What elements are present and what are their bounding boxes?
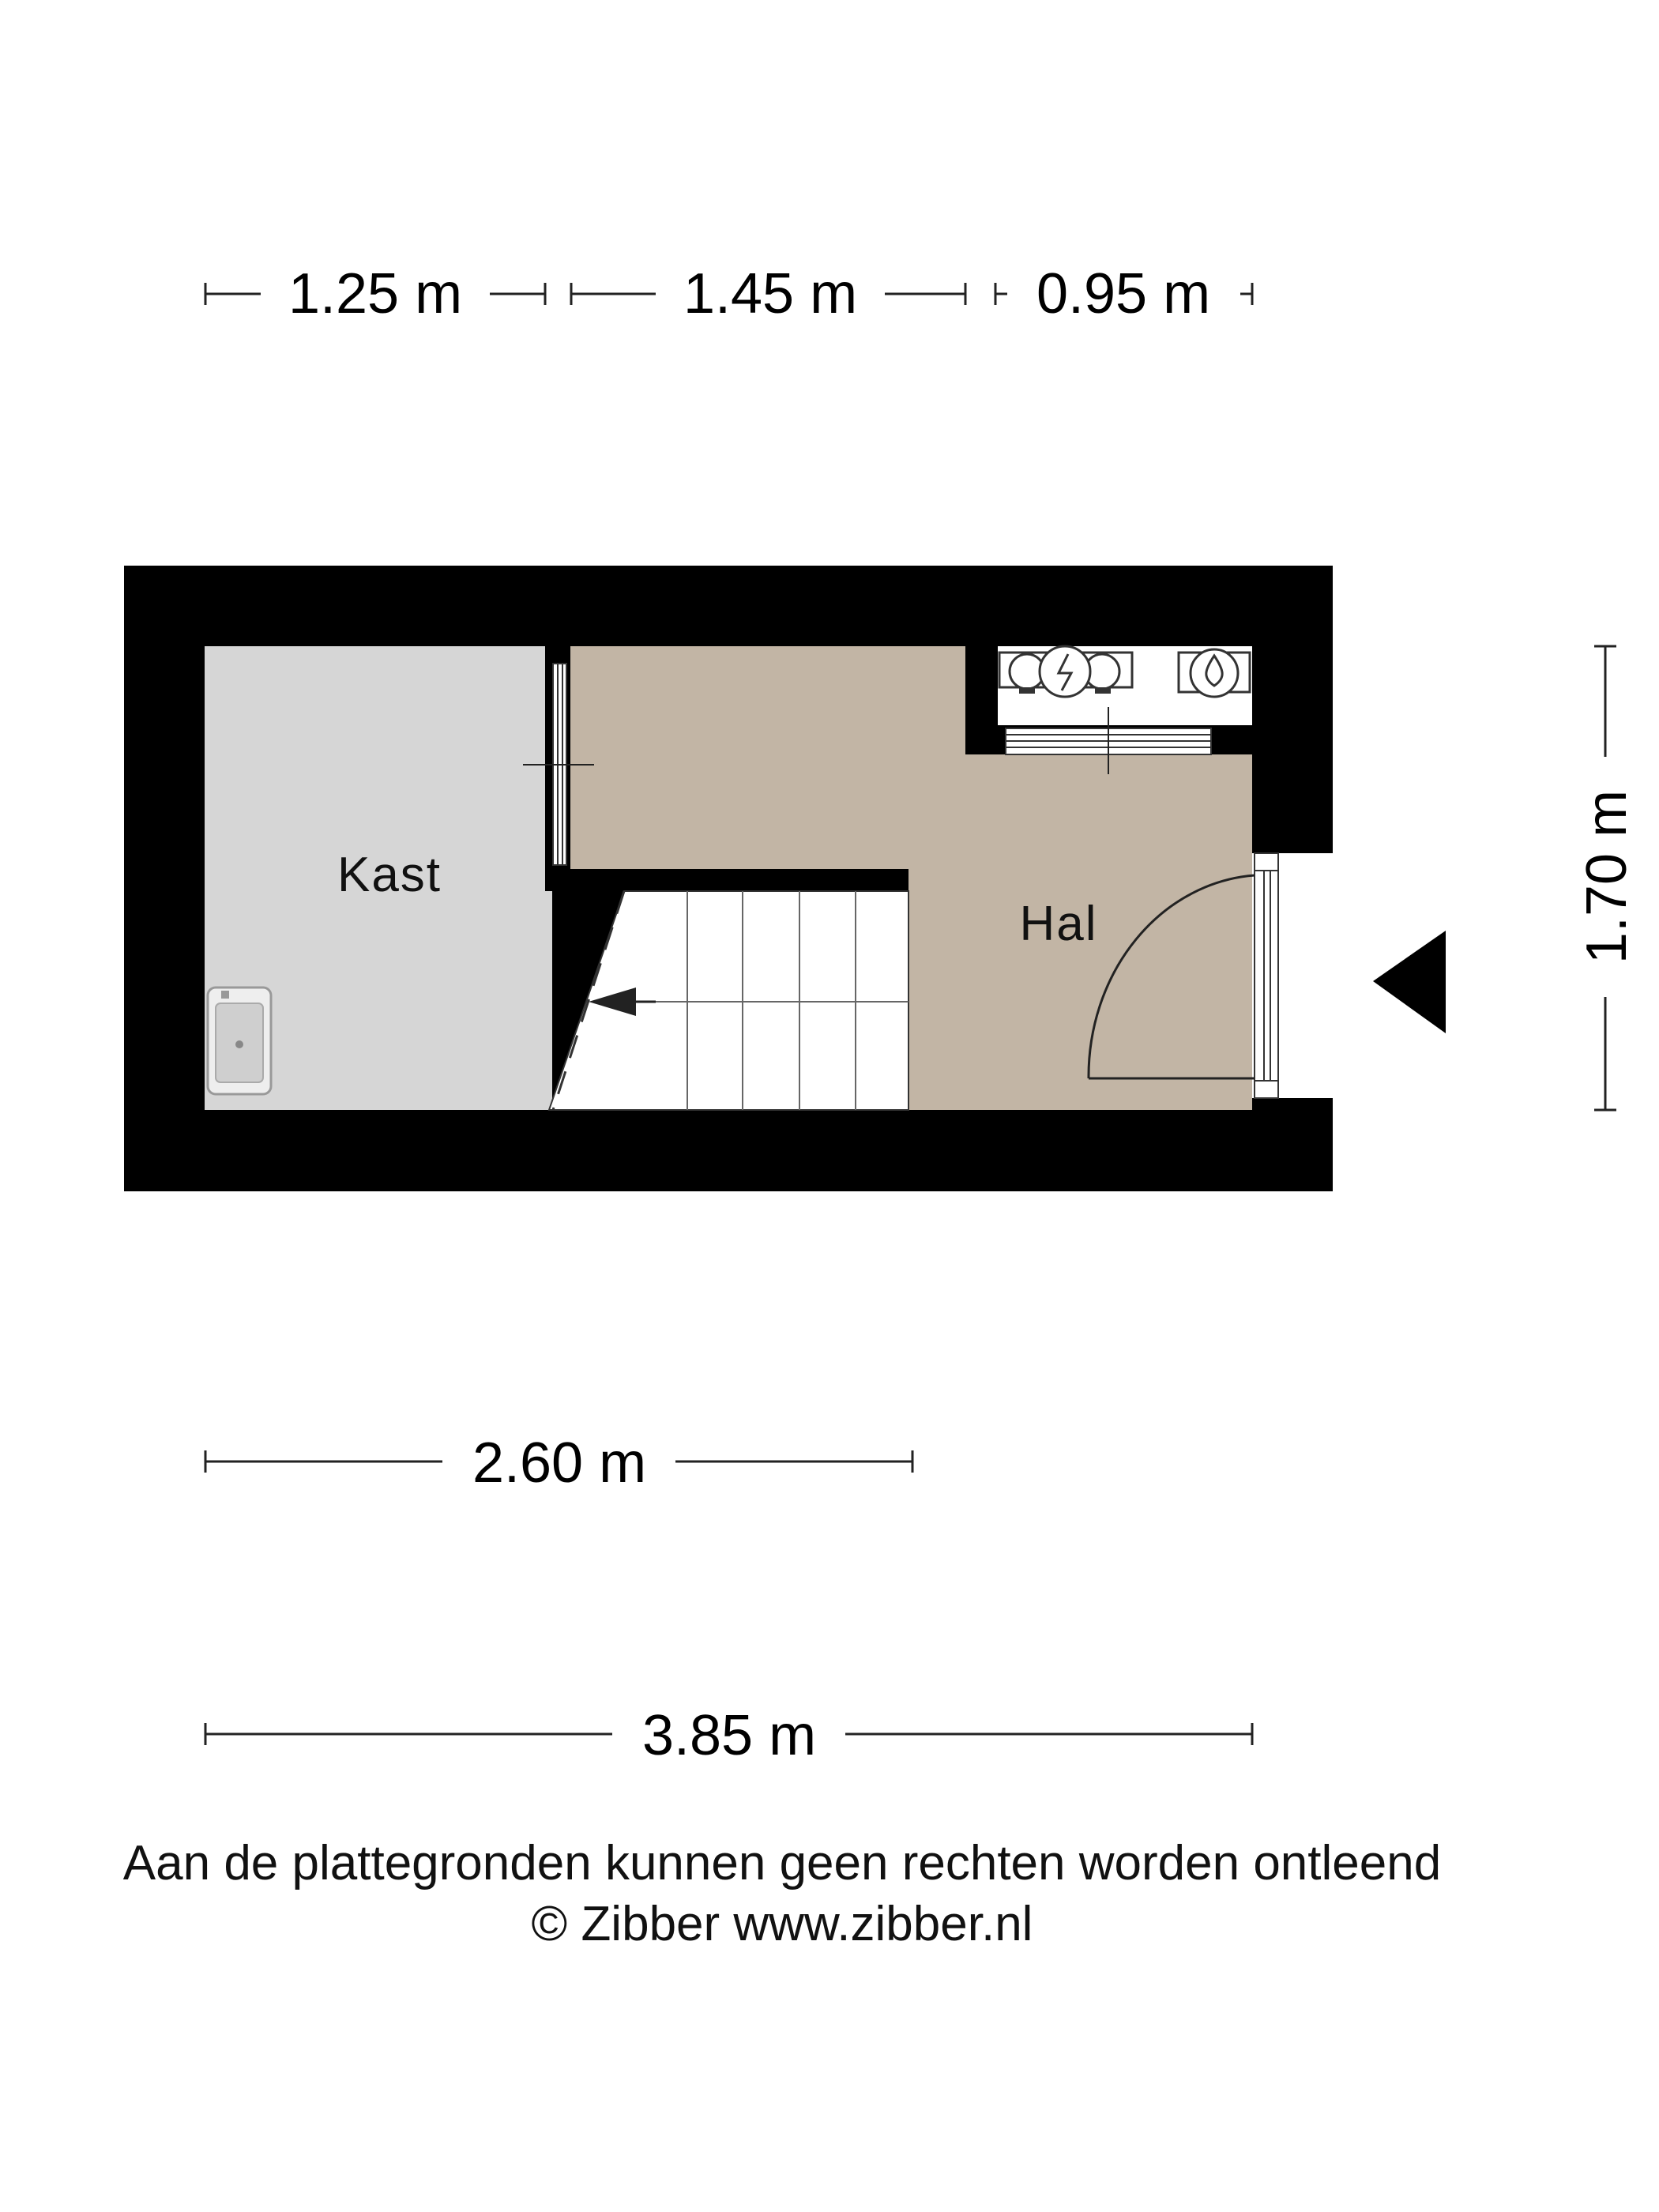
entrance-arrow-icon — [1373, 931, 1446, 1033]
bottom-dimension-partial — [205, 1431, 912, 1495]
dimension-right: 1.70 m — [1575, 789, 1638, 965]
copyright-text: © Zibber www.zibber.nl — [531, 1897, 1033, 1951]
dimension-top-3: 0.95 m — [1036, 262, 1211, 325]
top-dimensions — [205, 262, 1252, 325]
right-dimension — [1575, 646, 1638, 1110]
dimension-top-2: 1.45 m — [683, 262, 858, 325]
bottom-dimension-total — [205, 1704, 1252, 1767]
water-meter-icon — [1179, 649, 1250, 697]
room-label-kast: Kast — [337, 848, 442, 902]
room-label-hal: Hal — [1019, 897, 1098, 951]
sink-icon — [208, 988, 271, 1094]
disclaimer-text: Aan de plattegronden kunnen geen rechten worden ontleend — [122, 1836, 1442, 1890]
dimension-top-1: 1.25 m — [288, 262, 463, 325]
dimension-bottom-partial: 2.60 m — [472, 1431, 647, 1495]
dimension-bottom-total: 3.85 m — [641, 1704, 817, 1767]
